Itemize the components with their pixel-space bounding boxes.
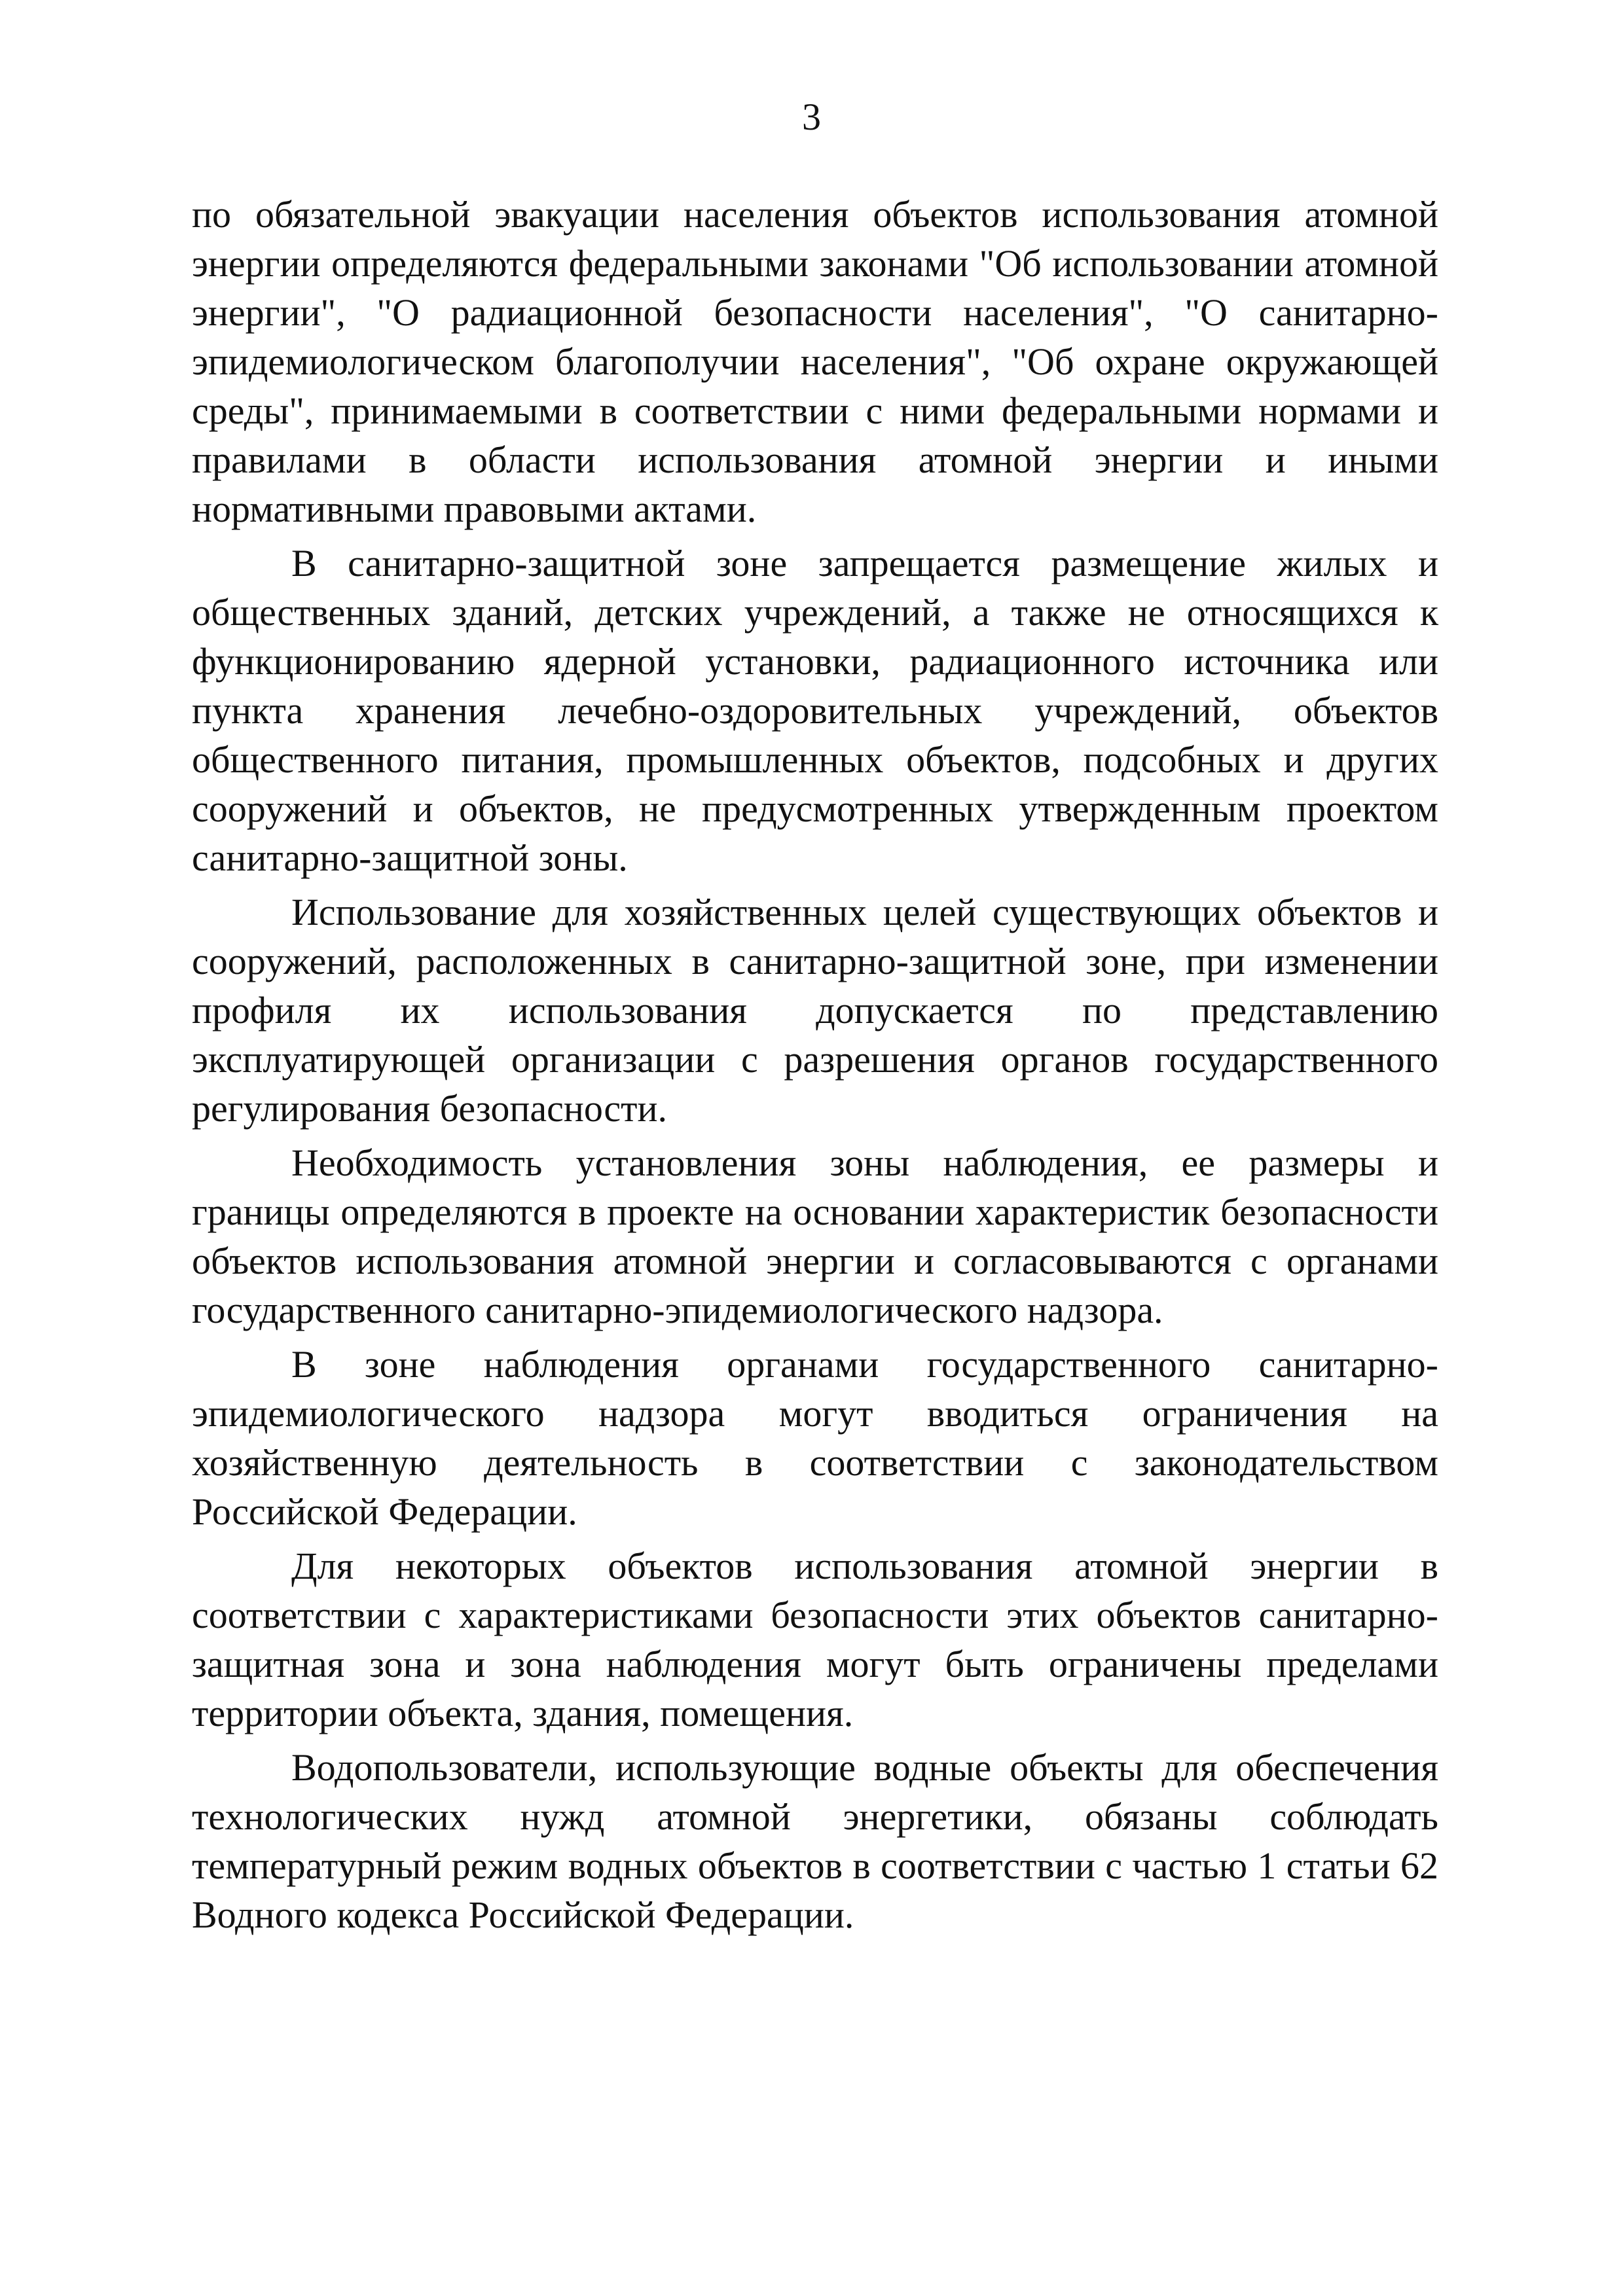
paragraph-existing-objects-use: Использование для хозяйственных целей существующих объектов и сооружений, расположенных в санитарно-защитной зоне, при изменении профиля их использования допускается по представлению эксплуатирующей организации с разрешения органов государственного регулирования безопасности.: [192, 891, 1438, 1130]
paragraph-water-users: Водопользователи, использующие водные объекты для обеспечения технологических нужд атомной энергетики, обязаны соблюдать температурный режим водных объектов в соответствии с частью 1 статьи 62 Водного кодекса Российской Федерации.: [192, 1746, 1438, 1936]
paragraph-observation-zone: Необходимость установления зоны наблюдения, ее размеры и границы определяются в проекте на основании характеристик безопасности объектов использования атомной энергии и согласовываются с органами государственного санитарно-эпидемиологического надзора.: [192, 1141, 1438, 1331]
paragraph-limited-zones: Для некоторых объектов использования атомной энергии в соответствии с характеристиками безопасности этих объектов санитарно-защитная зона и зона наблюдения могут быть ограничены пределами территории объекта, здания, помещения.: [192, 1545, 1438, 1734]
page-number: 3: [802, 96, 821, 138]
paragraph-evacuation-laws: по обязательной эвакуации населения объектов использования атомной энергии определяются федеральными законами "Об использовании атомной энергии", "О радиационной безопасности населения", "О санитарно-эпидемиологическом благополучии населения", "Об охране окружающей среды", принимаемыми в соответствии с ними федеральными нормами и правилами в области использования атомной энергии и иными нормативными правовыми актами.: [192, 193, 1438, 530]
paragraph-sanitary-zone-restrictions: В санитарно-защитной зоне запрещается размещение жилых и общественных зданий, детских учреждений, а также не относящихся к функционированию ядерной установки, радиационного источника или пункта хранения лечебно-оздоровительных учреждений, объектов общественного питания, промышленных объектов, подсобных и других сооружений и объектов, не предусмотренных утвержденным проектом санитарно-защитной зоны.: [192, 542, 1438, 879]
paragraph-observation-zone-restrictions: В зоне наблюдения органами государственного санитарно-эпидемиологического надзора могут вводиться ограничения на хозяйственную деятельность в соответствии с законодательством Российской Федерации.: [192, 1343, 1438, 1533]
document-body: [192, 190, 1438, 1945]
